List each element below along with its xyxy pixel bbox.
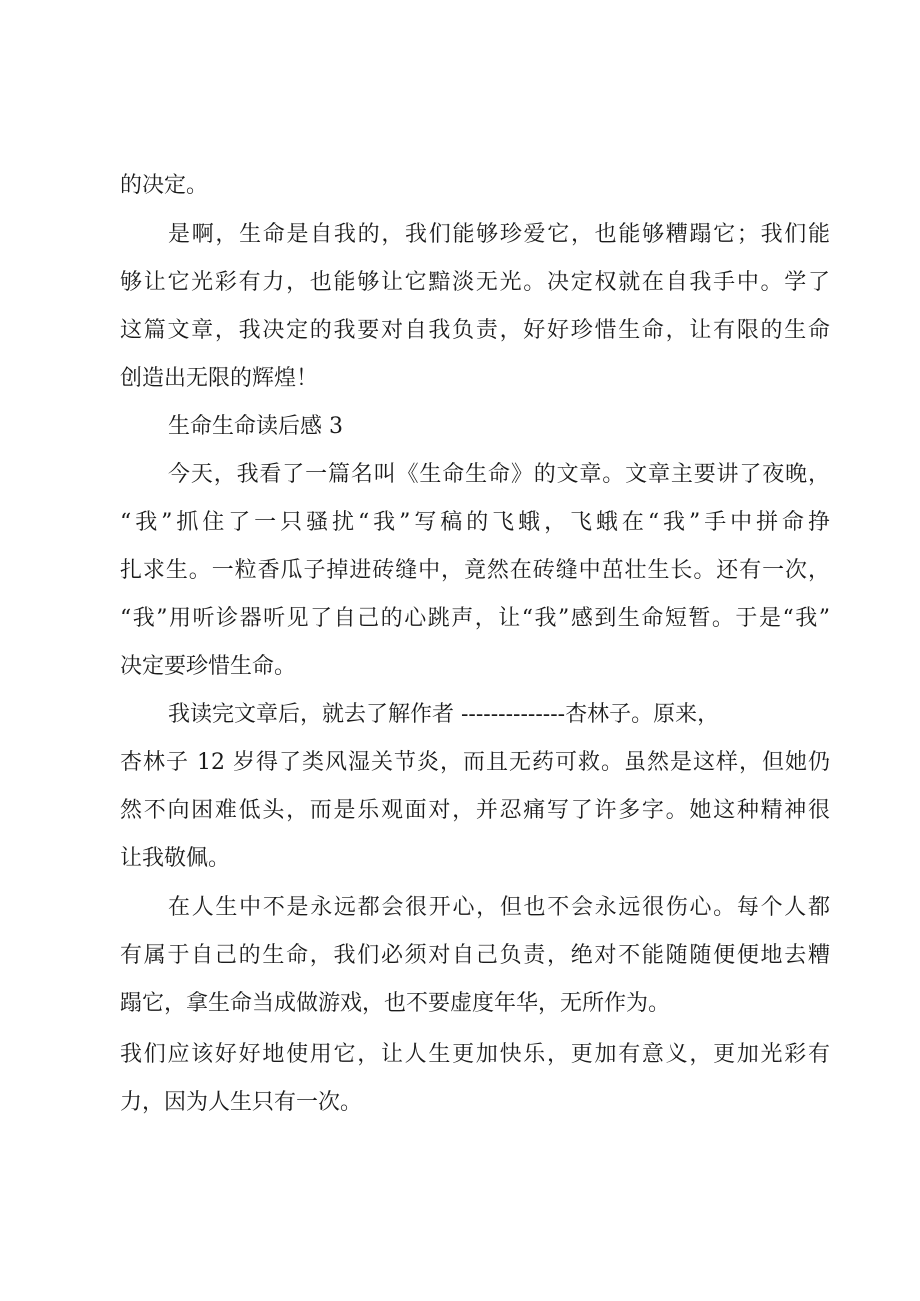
text-line: “我”用听诊器听见了自己的心跳声，让“我”感到生命短暂。于是“我” [120, 606, 830, 631]
text-line: 力，因为人生只有一次。 [120, 1090, 363, 1115]
text-line: 我读完文章后，就去了解作者 --------------杏林子。原来， [168, 702, 720, 727]
text-line: 今天，我看了一篇名叫《生命生命》的文章。文章主要讲了夜晚， [168, 462, 830, 487]
text-line: 创造出无限的辉煌！ [120, 366, 319, 391]
text-line: 扎求生。一粒香瓜子掉进砖缝中，竟然在砖缝中茁壮生长。还有一次， [120, 558, 830, 583]
text-line: “我”抓住了一只骚扰“我”写稿的飞蛾，飞蛾在“我”手中拼命挣 [120, 510, 830, 535]
text-line: 这篇文章，我决定的我要对自我负责，好好珍惜生命，让有限的生命 [120, 318, 830, 343]
text-line: 决定要珍惜生命。 [120, 654, 297, 679]
text-line: 在人生中不是永远都会很开心，但也不会永远很伤心。每个人都 [168, 895, 830, 920]
text-line: 让我敬佩。 [120, 846, 231, 871]
section-heading: 生命生命读后感 3 [168, 414, 343, 439]
text-line: 蹋它，拿生命当成做游戏，也不要虚度年华，无所作为。 [120, 991, 671, 1016]
text-line: 有属于自己的生命，我们必须对自己负责，绝对不能随随便便地去糟 [120, 943, 830, 968]
text-line: 是啊，生命是自我的，我们能够珍爱它，也能够糟蹋它；我们能 [168, 222, 830, 247]
text-line: 够让它光彩有力，也能够让它黯淡无光。决定权就在自我手中。学了 [120, 270, 830, 295]
text-line: 然不向困难低头，而是乐观面对，并忍痛写了许多字。她这种精神很 [120, 798, 830, 823]
text-line: 的决定。 [120, 173, 209, 198]
text-line: 杏林子 12 岁得了类风湿关节炎，而且无药可救。虽然是这样，但她仍 [120, 750, 830, 775]
text-line: 我们应该好好地使用它，让人生更加快乐，更加有意义，更加光彩有 [120, 1042, 830, 1067]
